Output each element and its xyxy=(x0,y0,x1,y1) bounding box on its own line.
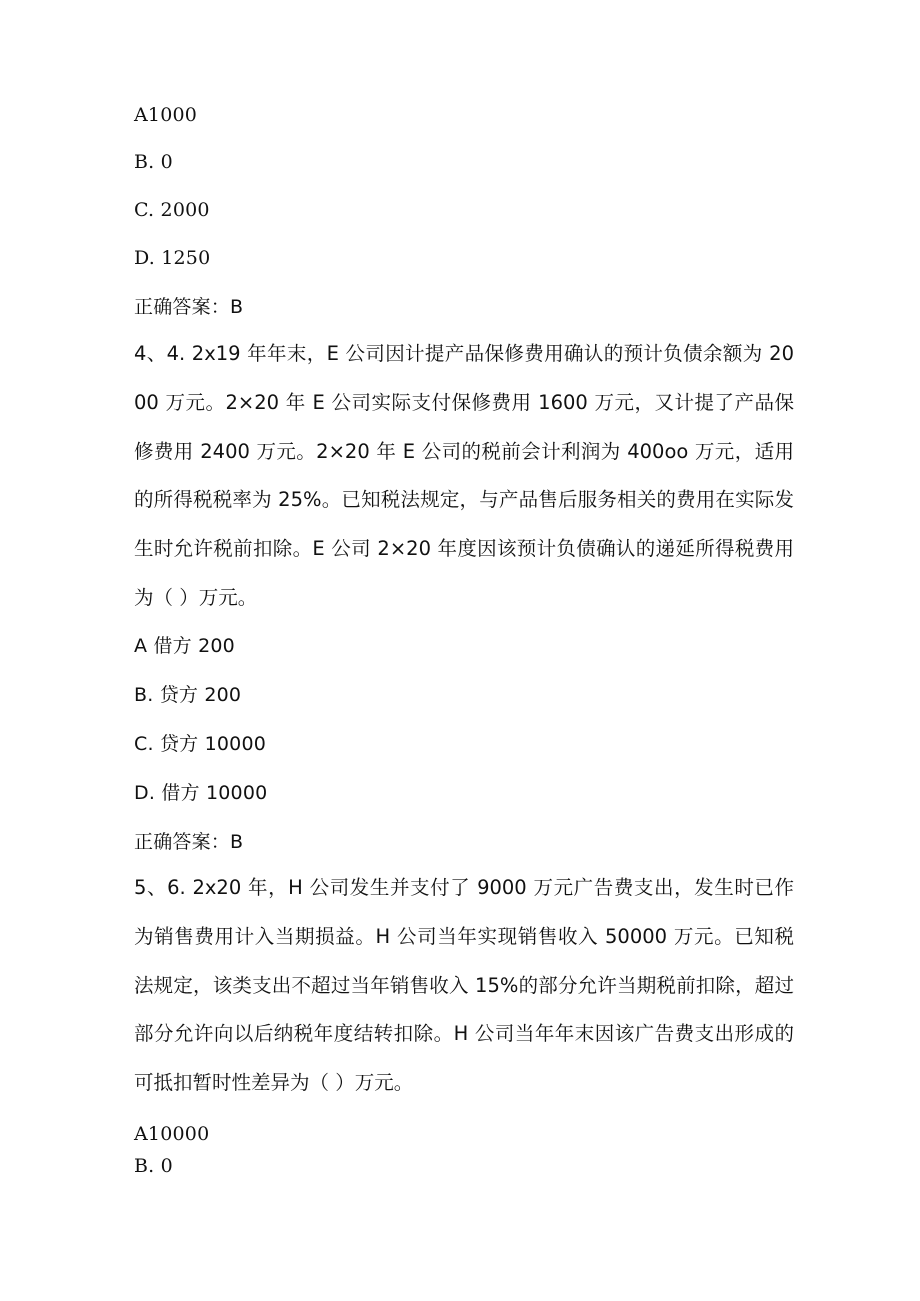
correct-answer: 正确答案：B xyxy=(134,296,244,318)
question-5-option-a: A10000 xyxy=(134,1123,210,1145)
option-c: C. 2000 xyxy=(134,199,210,221)
question-4-option-d: D. 借方 10000 xyxy=(134,782,268,804)
option-d: D. 1250 xyxy=(134,247,211,269)
question-5-option-b: B. 0 xyxy=(134,1155,173,1177)
question-4-option-c: C. 贷方 10000 xyxy=(134,733,267,755)
question-4-text: 4、4. 2x19 年年末，E 公司因计提产品保修费用确认的预计负债余额为 2000 万元。2×20 年 E 公司实际支付保修费用 1600 万元，又计提了产品保修费用 2400 万元。2×20 年 E 公司的税前会计利润为 400oo 万元，适用的所得税税率为 25%。已知税法规定，与产品售后服务相关的费用在实际发生时允许税前扣除。E 公司 2×20 年度因该预计负债确认的递延所得税费用为（ ）万元。 xyxy=(134,342,794,609)
option-a: A1000 xyxy=(134,104,198,126)
question-5-text: 5、6. 2x20 年，H 公司发生并支付了 9000 万元广告费支出，发生时已作为销售费用计入当期损益。H 公司当年实现销售收入 50000 万元。已知税法规定，该类支出不超过当年销售收入 15%的部分允许当期税前扣除，超过部分允许向以后纳税年度结转扣除。H 公司当年年末因该广告费支出形成的可抵扣暂时性差异为（ ）万元。 xyxy=(134,876,794,1095)
question-4-correct-answer: 正确答案：B xyxy=(134,831,244,853)
question-4-option-b: B. 贷方 200 xyxy=(134,684,242,706)
question-4-option-a: A 借方 200 xyxy=(134,635,235,657)
option-b: B. 0 xyxy=(134,151,173,173)
